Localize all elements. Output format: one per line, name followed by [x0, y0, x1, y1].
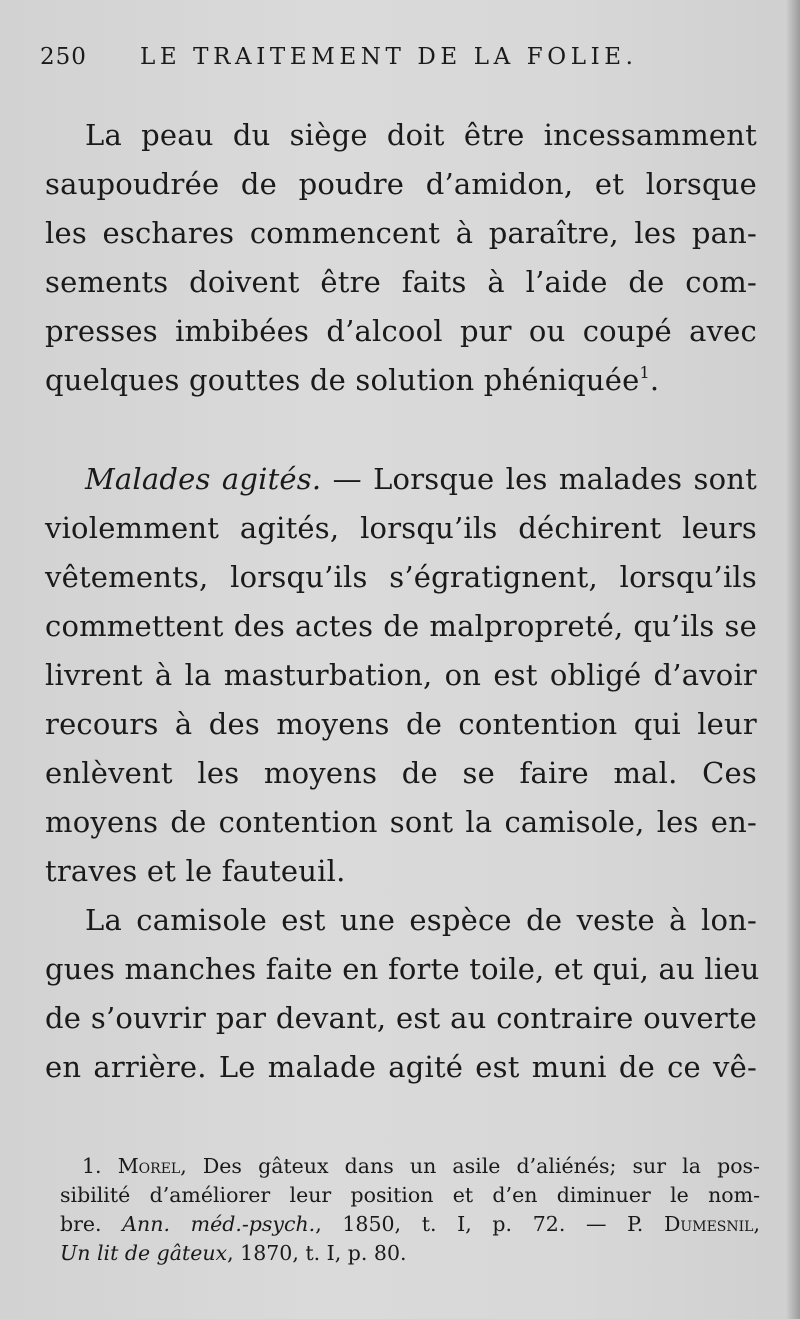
text-fragment: bre.: [60, 1212, 123, 1236]
text-line: les eschares commencent à paraître, les pan-: [45, 216, 757, 250]
text-line: traves et le fauteuil.: [45, 854, 346, 888]
work-title: Un lit de gâteux: [60, 1241, 228, 1265]
footnote-author: Morel: [117, 1154, 181, 1178]
footnote-line: [60, 1211, 760, 1241]
text-fragment: quelques gouttes de solution phéniquée: [45, 363, 640, 397]
text-line: de s’ouvrir par devant, est au contraire ouverte: [45, 1001, 757, 1035]
page-edge-shadow: [786, 0, 800, 1319]
text-line: violemment agités, lorsqu’ils déchirent leurs: [45, 511, 757, 545]
text-line: La camisole est une espèce de veste à lon-: [85, 903, 757, 937]
text-line: vêtements, lorsqu’ils s’égratignent, lorsqu’ils: [45, 560, 757, 594]
journal-title: Ann. méd.-psych.: [122, 1212, 316, 1236]
text-line: enlèvent les moyens de se faire mal. Ces: [45, 756, 757, 790]
text-fragment: — Lorsque les malades sont: [321, 462, 758, 496]
text-line: presses imbibées d’alcool pur ou coupé avec: [45, 314, 757, 348]
page-header: [40, 44, 760, 78]
page-number: 250: [40, 44, 87, 70]
text-fragment: , 1870, t. I, p. 80.: [227, 1241, 407, 1265]
text-line: moyens de contention sont la camisole, les en-: [45, 805, 757, 839]
text-line: La peau du siège doit être incessamment: [85, 118, 757, 152]
footnote-line: [60, 1240, 760, 1270]
text-line: sements doivent être faits à l’aide de com-: [45, 265, 757, 299]
footnote-reference: 1: [639, 363, 650, 382]
text-line: gues manches faite en forte toile, et qui, au lieu: [45, 952, 760, 986]
footnote-author: Dumesnil: [664, 1212, 754, 1236]
text-line: saupoudrée de poudre d’amidon, et lorsque: [45, 167, 757, 201]
text-fragment: , 1850, t. I, p. 72. — P.: [315, 1212, 664, 1236]
text-line: commettent des actes de malpropreté, qu’ils se: [45, 609, 757, 643]
text-fragment: ,: [753, 1212, 760, 1236]
text-line: [45, 362, 757, 402]
text-fragment: .: [649, 363, 660, 397]
text-line: en arrière. Le malade agité est muni de ce vê-: [45, 1050, 757, 1084]
footnote-number: 1.: [82, 1154, 118, 1178]
running-title: LE TRAITEMENT DE LA FOLIE.: [140, 44, 638, 70]
text-line: recours à des moyens de contention qui leur: [45, 707, 757, 741]
footnote-line: [60, 1153, 760, 1183]
text-line: [45, 461, 757, 501]
text-fragment: , Des gâteux dans un asile d’aliénés; sur la pos-: [180, 1154, 760, 1178]
footnote-line: sibilité d’améliorer leur position et d’en diminuer le nom-: [60, 1183, 760, 1207]
text-line: livrent à la masturbation, on est obligé d’avoir: [45, 658, 757, 692]
section-heading: Malades agités.: [85, 462, 322, 496]
